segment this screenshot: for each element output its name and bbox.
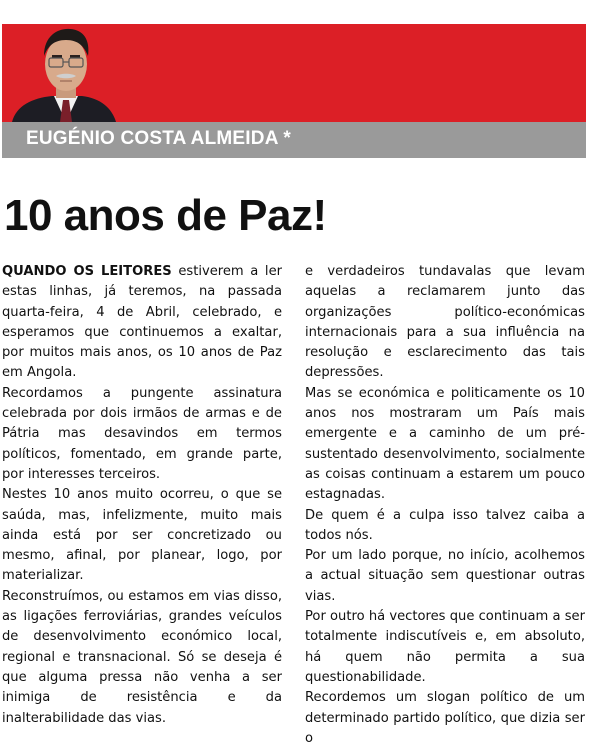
author-banner: [2, 24, 586, 122]
author-portrait: [2, 24, 120, 122]
article-paragraph: Recordamos a pungente assinatura celebrada por dois irmãos de armas e de Pátria mas desavindos em termos políticos, fomentado, em grande parte, por interesses terceiros.: [2, 385, 282, 482]
article-paragraph: Por um lado porque, no início, acolhemos a actual situação sem questionar outras vias.: [305, 548, 585, 604]
article-paragraph: Recordemos um slogan político de um determinado partido político, que dizia ser o: [305, 690, 585, 746]
author-header: [2, 24, 586, 158]
article-paragraph: e verdadeiros tundavalas que levam aquelas a reclamarem junto das organizações político-económicas internacionais para a sua influência na resolução e esclarecimento das tais depressões.: [305, 264, 585, 381]
article-column-left: [2, 262, 283, 726]
article-paragraph: Reconstruímos, ou estamos em vias disso, as ligações ferroviárias, grandes veículos de desenvolvimento económico local, regional e transnacional. Só se deseja é que alguma pressa não venha a ser inimiga de resistência e da inalterabilidade das vias.: [2, 588, 282, 726]
article-paragraph: [2, 262, 282, 384]
article-paragraph: Por outro há vectores que continuam a ser totalmente indiscutíveis e, em absoluto, há quem não permita a sua questionabilidade.: [305, 609, 585, 685]
article-lead: QUANDO OS LEITORES: [2, 264, 172, 279]
article-column-right: [305, 262, 585, 746]
author-name: EUGÉNIO COSTA ALMEIDA *: [26, 128, 291, 149]
article-paragraph: Nestes 10 anos muito ocorreu, o que se saúda, mas, infelizmente, muito mais ainda está por ser concretizado ou mesmo, afinal, por planear, logo, por materializar.: [2, 487, 282, 584]
article-paragraph: De quem é a culpa isso talvez caiba a todos nós.: [305, 507, 585, 543]
article-title: 10 anos de Paz!: [4, 191, 327, 240]
article-paragraph: Mas se económica e politicamente os 10 anos nos mostraram um País mais emergente e a caminho de um pré-sustentado desenvolvimento, socialmente as coisas continuam a estarem um pouco estagnadas.: [305, 385, 585, 503]
author-name-bar: [2, 122, 586, 158]
article-paragraph-text: estiverem a ler estas linhas, já teremos, na passada quarta-feira, 4 de Abril, celebrado, e esperamos que continuemos a exaltar, por muitos mais anos, os 10 anos de Paz em Angola.: [2, 264, 283, 381]
